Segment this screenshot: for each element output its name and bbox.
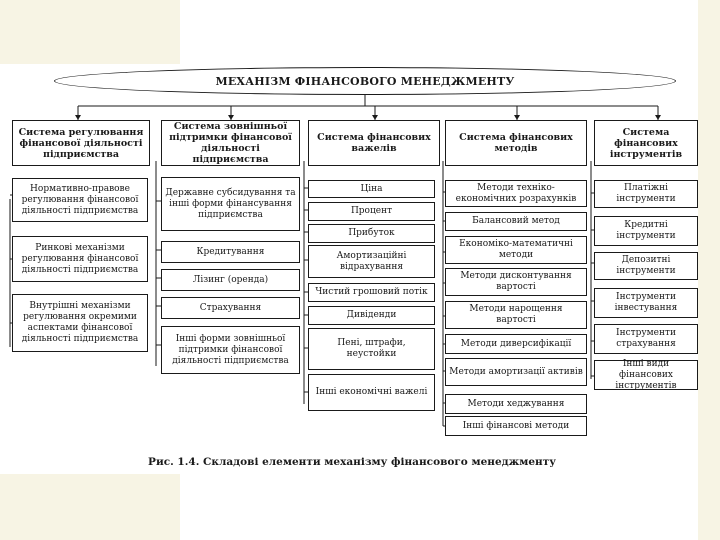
- financial-method-item: Методи нарощення вартості: [445, 301, 587, 329]
- regulation-item: Ринкові механізми регулювання фінансової діяльності підприємства: [12, 236, 148, 282]
- background-bottom-left: [0, 474, 180, 540]
- financial-method-item: Методи амортизації активів: [445, 358, 587, 386]
- external-support-item: Кредитування: [161, 241, 300, 263]
- background-top-left: [0, 0, 180, 64]
- financial-instrument-item: Інші види фінансових інструментів: [594, 360, 698, 390]
- column-header-financial-instruments: Система фінансових інструментів: [594, 120, 698, 166]
- diagram-title: МЕХАНІЗМ ФІНАНСОВОГО МЕНЕДЖМЕНТУ: [215, 74, 515, 88]
- column-header-external-support: Система зовнішньої підтримки фінансової діяльності підприємства: [161, 120, 300, 166]
- financial-lever-item: Інші економічні важелі: [308, 374, 435, 411]
- financial-lever-item: Процент: [308, 202, 435, 221]
- external-support-item: Страхування: [161, 297, 300, 319]
- background-right-strip: [698, 0, 720, 540]
- financial-method-item: Методи дисконтування вартості: [445, 268, 587, 296]
- figure-caption: Рис. 1.4. Складові елементи механізму фінансового менеджменту: [148, 456, 556, 468]
- financial-lever-item: Пені, штрафи, неустойки: [308, 328, 435, 370]
- financial-method-item: Методи хеджування: [445, 394, 587, 414]
- external-support-item: Державне субсидування та інші форми фінансування підприємства: [161, 177, 300, 231]
- external-support-item: Інші форми зовнішньої підтримки фінансової діяльності підприємства: [161, 326, 300, 374]
- regulation-item: Нормативно-правове регулювання фінансової діяльності підприємства: [12, 178, 148, 222]
- financial-instrument-item: Інструменти страхування: [594, 324, 698, 354]
- financial-method-item: Інші фінансові методи: [445, 416, 587, 436]
- financial-lever-item: Дивіденди: [308, 306, 435, 325]
- financial-lever-item: Ціна: [308, 180, 435, 198]
- financial-method-item: Методи диверсифікації: [445, 334, 587, 354]
- column-header-financial-levers: Система фінансових важелів: [308, 120, 440, 166]
- external-support-item: Лізинг (оренда): [161, 269, 300, 291]
- financial-instrument-item: Кредитні інструменти: [594, 216, 698, 246]
- financial-lever-item: Чистий грошовий потік: [308, 283, 435, 302]
- column-header-financial-methods: Система фінансових методів: [445, 120, 587, 166]
- title-oval: [54, 67, 676, 95]
- financial-instrument-item: Депозитні інструменти: [594, 252, 698, 280]
- financial-lever-item: Прибуток: [308, 224, 435, 243]
- financial-instrument-item: Інструменти інвестування: [594, 288, 698, 318]
- column-header-regulation: Система регулювання фінансової діяльності підприємства: [12, 120, 150, 166]
- financial-instrument-item: Платіжні інструменти: [594, 180, 698, 208]
- financial-method-item: Економіко-математичні методи: [445, 236, 587, 264]
- regulation-item: Внутрішні механізми регулювання окремими аспектами фінансової діяльності підприємства: [12, 294, 148, 352]
- diagram-slide: [6, 64, 698, 474]
- financial-method-item: Балансовий метод: [445, 212, 587, 231]
- financial-lever-item: Амортизаційні відрахування: [308, 245, 435, 278]
- financial-method-item: Методи техніко-економічних розрахунків: [445, 180, 587, 207]
